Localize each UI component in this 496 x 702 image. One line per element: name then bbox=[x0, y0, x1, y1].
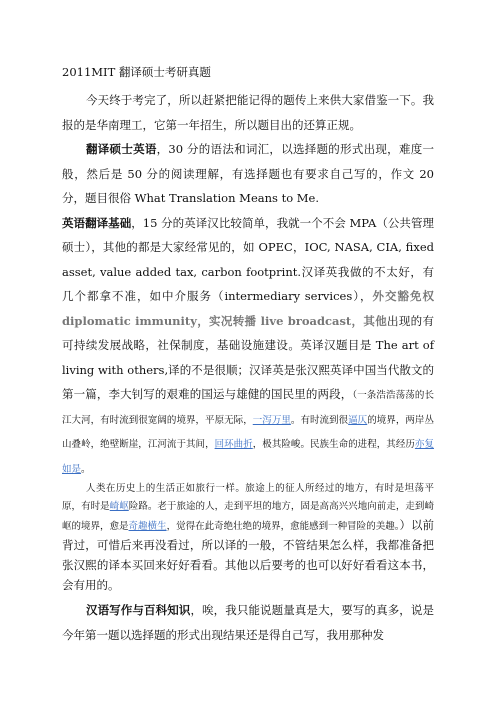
glossary-link-bize[interactable]: 逼仄 bbox=[348, 414, 368, 426]
paragraph-translation-text-c: ）以前背过，可惜后来再没看过，所以译的一般，不管结果怎么样，我都准备把张汉熙的译本买回来好好看看。其他以后要考的也可以好好看看这本书，会有用的。 bbox=[62, 518, 434, 592]
glossary-link-qiquhengsheng[interactable]: 奇趣横生 bbox=[128, 521, 167, 532]
quoted-passage-1: （一条浩浩荡荡的长江大河，有时流到很宽阔的境界，平原无际，一泻万里。有时流到很逼仄的境界，两岸丛山叠岭，绝壁断崖，江河流于其间，回环曲折，极其险峻。民族生命的进程，其经历亦复如是。 bbox=[62, 390, 434, 475]
quoted-passage-2: 人类在历史上的生活正如旅行一样。旅途上的征人所经过的地方，有时是坦荡平原，有时是崎岖险路。老于旅途的人，走到平坦的地方，固是高高兴兴地向前走，走到崎岖的境界，愈是奇趣横生，觉得在此奇绝壮绝的境界，愈能感到一种冒险的美趣。）以前背过，可惜后来再没看过，所以译的一般，不管结果怎么样，我都准备把张汉熙的译本买回来好好看看。其他以后要考的也可以好好看看这本书，会有用的。 bbox=[62, 483, 434, 592]
document-title: 2011MIT 翻译硕士考研真题 bbox=[62, 65, 211, 79]
section-heading-writing: 汉语写作与百科知识 bbox=[86, 603, 191, 617]
paragraph-translation-text-a: ，15 分的英译汉比较简单，我就一个不会 MPA（公共管理硕士），其他的都是大家经常见的，如 OPEC，IOC, NASA, CIA, fixed asset, value added tax, carbon footprint.汉译英我做的不太好，有几个都拿不准，如中介服务（intermediary services）， bbox=[62, 215, 434, 303]
section-heading-translation: 英语翻译基础 bbox=[62, 215, 132, 230]
glossary-link-yixiewanli[interactable]: 一泻万里 bbox=[252, 414, 291, 426]
paragraph-writing bbox=[62, 598, 434, 647]
glossary-link-yifurushi[interactable]: 亦复如是 bbox=[62, 439, 434, 475]
paragraph-translation-text-b: 出现的有可持续发展战略，社保制度，基础设施建设。英译汉题目是 The art of living with others,译的不是很顺；汉译英是张汉熙英译中国当代散文的第一篇，李大钊写的艰难的国运与雄健的国民里的两段， bbox=[62, 313, 434, 401]
paragraph-english-text: ，30 分的语法和词汇，以选择题的形式出现，难度一般，然后是 50 分的阅读理解，有选择题也有要求自己写的，作文 20 分，题目很俗 What Translation Means to Me. bbox=[62, 142, 434, 205]
highlighted-terms: 外交豁免权 diplomatic immunity，实况转播 live broadcast，其他 bbox=[62, 289, 435, 328]
paragraph-writing-text: ，唉，我只能说题量真是大，要写的真多，说是今年第一题以选择题的形式出现结果还是得自己写，我用那种发 bbox=[62, 603, 435, 642]
paragraph-translation bbox=[62, 211, 434, 481]
glossary-link-qiqu[interactable]: 崎岖 bbox=[109, 501, 129, 512]
section-heading-english: 翻译硕士英语 bbox=[86, 142, 157, 156]
glossary-link-huihuanquzhe[interactable]: 回环曲折 bbox=[214, 439, 253, 450]
document-page bbox=[62, 64, 434, 647]
paragraph-english bbox=[62, 137, 434, 211]
paragraph-intro: 今天终于考完了，所以赶紧把能记得的题传上来供大家借鉴一下。我报的是华南理工，它第一年招生，所以题目出的还算正规。 bbox=[62, 93, 434, 132]
